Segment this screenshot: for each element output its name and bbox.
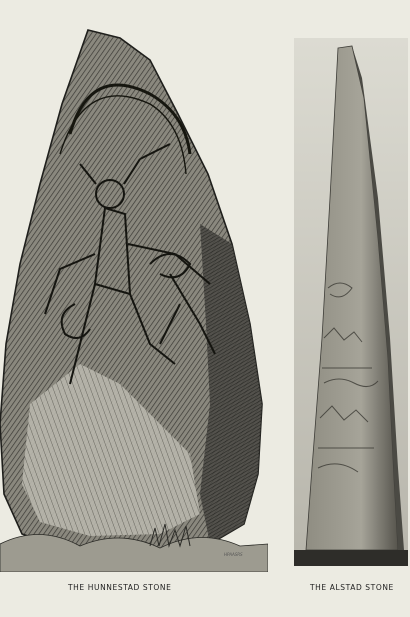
caption-alstad-stone: THE ALSTAD STONE bbox=[310, 583, 394, 592]
alstad-stone-photo bbox=[294, 38, 408, 566]
hunnestad-stone-engraving bbox=[0, 24, 268, 572]
photo-base bbox=[294, 550, 408, 566]
shadow-edge bbox=[200, 224, 262, 544]
engraver-signature: HPAASRS bbox=[224, 552, 243, 557]
caption-hunnestad-stone: THE HUNNESTAD STONE bbox=[68, 583, 172, 592]
